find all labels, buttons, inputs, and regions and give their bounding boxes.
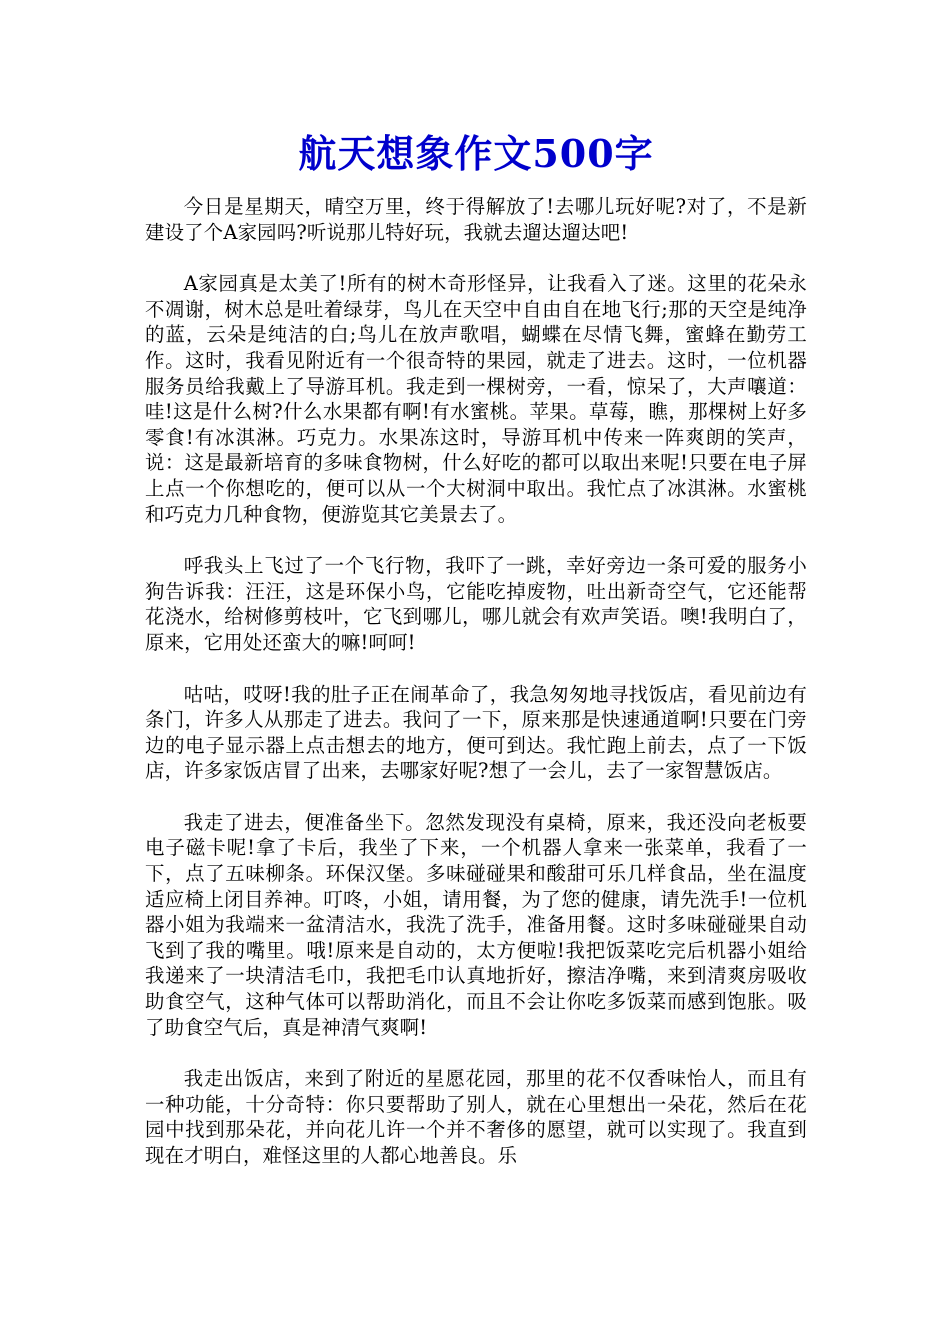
paragraph: 我走出饭店，来到了附近的星愿花园，那里的花不仅香味怡人，而且有一种功能，十分奇特：你只要帮助了别人，就在心里想出一朵花，然后在花园中找到那朵花，并向花儿许一个并不奢侈的愿望，就可以实现了。我直到现在才明白，难怪这里的人都心地善良。乐 xyxy=(145,1067,807,1167)
paragraph: 今日是星期天，晴空万里，终于得解放了!去哪儿玩好呢?对了，不是新建设了个A家园吗?听说那儿特好玩，我就去遛达遛达吧! xyxy=(145,195,807,244)
paragraph: 我走了进去，便准备坐下。忽然发现没有桌椅，原来，我还没向老板要电子磁卡呢!拿了卡后，我坐了下来，一个机器人拿来一张菜单，我看了一下，点了五味柳条。环保汉堡。多味碰碰果和酸甜可乐几样食品，坐在温度适应椅上闭目养神。叮咚，小姐，请用餐，为了您的健康，请先洗手!一位机器小姐为我端来一盆清洁水，我洗了洗手，准备用餐。这时多味碰碰果自动飞到了我的嘴里。哦!原来是自动的，太方便啦!我把饭菜吃完后机器小姐给我递来了一块清洁毛巾，我把毛巾认真地折好，擦洁净嘴，来到清爽房吸收助食空气，这种气体可以帮助消化，而且不会让你吃多饭菜而感到饱胀。吸了助食空气后，真是神清气爽啊! xyxy=(145,810,807,1039)
paragraph: 咕咕，哎呀!我的肚子正在闹革命了，我急匆匆地寻找饭店，看见前边有条门，许多人从那走了进去。我问了一下，原来那是快速通道啊!只要在门旁边的电子显示器上点击想去的地方，便可到达。我忙跑上前去，点了一下饭店，许多家饭店冒了出来，去哪家好呢?想了一会儿，去了一家智慧饭店。 xyxy=(145,682,807,783)
document-page xyxy=(145,0,807,1195)
paragraph: 呼我头上飞过了一个飞行物，我吓了一跳，幸好旁边一条可爱的服务小狗告诉我：汪汪，这是环保小鸟，它能吃掉废物，吐出新奇空气，它还能帮花浇水，给树修剪枝叶，它飞到哪儿，哪儿就会有欢声笑语。噢!我明白了，原来，它用处还蛮大的嘛!呵呵! xyxy=(145,554,807,654)
document-title: 航天想象作文500字 xyxy=(298,131,654,176)
document-body xyxy=(145,194,807,1169)
paragraph: A家园真是太美了!所有的树木奇形怪异，让我看入了迷。这里的花朵永不凋谢，树木总是吐着绿芽，鸟儿在天空中自由自在地飞行;那的天空是纯净的蓝，云朵是纯洁的白;鸟儿在放声歌唱，蝴蝶在尽情飞舞，蜜蜂在勤劳工作。这时，我看见附近有一个很奇特的果园，就走了进去。这时，一位机器服务员给我戴上了导游耳机。我走到一棵树旁，一看，惊呆了，大声嚷道：哇!这是什么树?什么水果都有啊!有水蜜桃。苹果。草莓，瞧，那棵树上好多零食!有冰淇淋。巧克力。水果冻这时，导游耳机中传来一阵爽朗的笑声，说：这是最新培育的多味食物树，什么好吃的都可以取出来呢!只要在电子屏上点一个你想吃的，便可以从一个大树洞中取出。我忙点了冰淇淋。水蜜桃和巧克力几种食物，便游览其它美景去了。 xyxy=(145,272,807,526)
